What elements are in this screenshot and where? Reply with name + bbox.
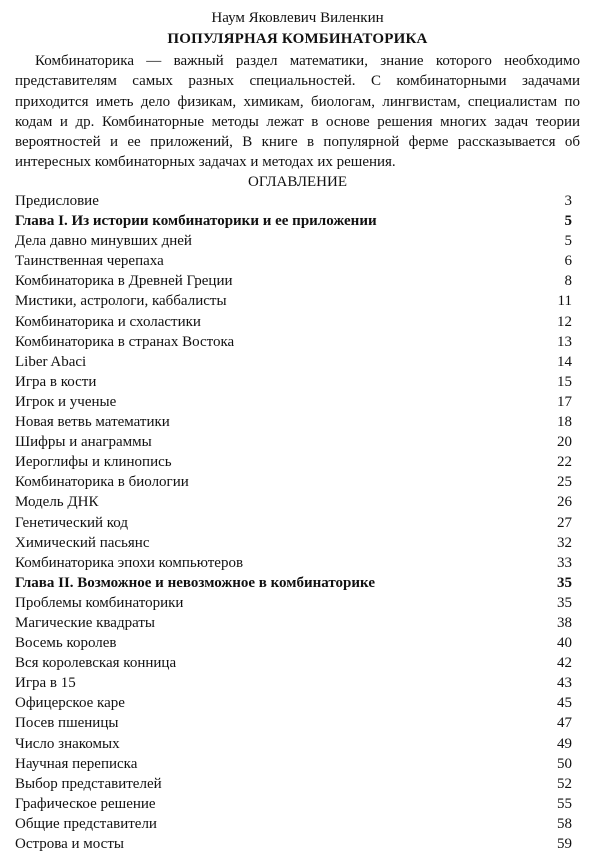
toc-entry-row [15, 693, 572, 713]
toc-entry-title: Графическое решение [15, 795, 156, 812]
toc-page-number: 17 [557, 393, 572, 410]
toc-page-number: 35 [557, 574, 572, 591]
toc-entry-row [15, 713, 572, 733]
toc-page-number: 45 [557, 695, 572, 712]
toc-entry-title: Новая ветвь математики [15, 414, 170, 431]
toc-page-number: 5 [564, 233, 572, 250]
toc-page-number: 6 [564, 253, 572, 270]
toc-entry-title: Игра в кости [15, 373, 97, 390]
toc-entry-title: Научная переписка [15, 755, 138, 772]
toc-entry-title: Комбинаторика эпохи компьютеров [15, 554, 244, 571]
toc-entry-title: Предисловие [15, 193, 99, 209]
toc-page-number: 22 [557, 454, 572, 471]
toc-entry-title: Комбинаторика в Древней Греции [15, 273, 233, 290]
toc-page-number: 11 [557, 293, 572, 310]
toc-entry-title: Игра в 15 [15, 675, 76, 692]
toc-entry-row [15, 834, 572, 854]
toc-entry-row [15, 291, 572, 311]
toc-entry-title: Комбинаторика в странах Востока [15, 333, 235, 350]
toc-entry-row [15, 794, 572, 814]
toc-entry-title: Посев пшеницы [15, 715, 119, 732]
toc-entry-title: Комбинаторика и схоластики [15, 313, 201, 330]
toc-page-number: 43 [557, 675, 572, 692]
toc-page-number: 14 [557, 353, 572, 370]
toc-entry-row [15, 673, 572, 693]
toc-entry-title: Выбор представителей [15, 775, 162, 792]
toc-page-number: 13 [557, 333, 572, 350]
toc-entry-row [15, 372, 572, 392]
toc-page-number: 25 [557, 474, 572, 491]
abstract-paragraph: Комбинаторика — важный раздел математики, знание которого необходимо представителям самых разных специальностей. С комбинаторными задачами приходится иметь дело физикам, химикам, биологам, лингвистам, специалистам по кодам и др. Комбинаторные методы лежат в основе решения многих задач теории вероятностей и ее приложений, В книге в популярной ферме рассказывается об интересных комбинаторных задачах и методах их решения. [15, 53, 580, 171]
toc-entry-row [15, 452, 572, 472]
toc-entry-row [15, 754, 572, 774]
toc-chapter-row [15, 573, 572, 593]
toc-entry-row [15, 231, 572, 251]
toc-page-number: 58 [557, 815, 572, 832]
toc-entry-title: Острова и мосты [15, 836, 124, 852]
toc-entry-row [15, 392, 572, 412]
toc-entry-row [15, 191, 572, 211]
toc-entry-title: Дела давно минувших дней [15, 233, 192, 250]
toc-page-number: 40 [557, 635, 572, 652]
toc-entry-title: Проблемы комбинаторики [15, 594, 184, 611]
toc-page-number: 32 [557, 534, 572, 551]
toc-page-number: 3 [564, 193, 572, 209]
toc-entry-title: Число знакомых [15, 735, 120, 752]
toc-entry-row [15, 251, 572, 271]
toc-entry-row [15, 774, 572, 794]
toc-page-number: 52 [557, 775, 572, 792]
toc-entry-title: Модель ДНК [15, 494, 99, 511]
toc-entry-title: Комбинаторика в биологии [15, 474, 189, 491]
toc-page-number: 49 [557, 735, 572, 752]
toc-entry-title: Общие представители [15, 815, 157, 832]
toc-entry-row [15, 412, 572, 432]
toc-entry-row [15, 492, 572, 512]
toc-heading: ОГЛАВЛЕНИЕ [248, 174, 347, 190]
toc-entry-title: Мистики, астрологи, каббалисты [15, 293, 227, 310]
toc-entry-row [15, 533, 572, 553]
toc-entry-row [15, 472, 572, 492]
toc-entry-row [15, 653, 572, 673]
toc-entry-title: Вся королевская конница [15, 655, 177, 672]
toc-page-number: 35 [557, 594, 572, 611]
toc-page-number: 55 [557, 795, 572, 812]
toc-page-number: 59 [557, 836, 572, 852]
toc-entry-title: Генетический код [15, 514, 129, 531]
toc-entry-title: Таинственная черепаха [15, 253, 164, 270]
toc-entry-title: Liber Abaci [15, 353, 87, 370]
toc-entry-row [15, 312, 572, 332]
toc-entry-title: Офицерское каре [15, 695, 125, 712]
toc-page-number: 38 [557, 614, 572, 631]
toc-page-number: 8 [564, 273, 572, 290]
toc-page-number: 26 [557, 494, 572, 511]
toc-page-number: 20 [557, 434, 572, 451]
toc-entry-title: Шифры и анаграммы [15, 434, 152, 451]
toc-page-number: 33 [557, 554, 572, 571]
author-name: Наум Яковлевич Виленкин [211, 10, 384, 26]
toc-page-number: 50 [557, 755, 572, 772]
table-of-contents [15, 191, 572, 854]
toc-page-number: 47 [557, 715, 572, 732]
toc-entry-row [15, 593, 572, 613]
toc-entry-row [15, 734, 572, 754]
toc-chapter-title: Глава I. Из истории комбинаторики и ее приложении [15, 213, 377, 230]
toc-page-number: 27 [557, 514, 572, 531]
toc-entry-title: Химический пасьянс [15, 534, 150, 551]
toc-entry-row [15, 814, 572, 834]
toc-entry-row [15, 271, 572, 291]
book-title: ПОПУЛЯРНАЯ КОМБИНАТОРИКА [167, 31, 428, 47]
toc-entry-title: Игрок и ученые [15, 393, 117, 410]
toc-entry-title: Магические квадраты [15, 614, 155, 631]
toc-page-number: 18 [557, 414, 572, 431]
toc-chapter-title: Глава II. Возможное и невозможное в комбинаторике [15, 574, 375, 591]
toc-entry-title: Восемь королев [15, 635, 117, 652]
toc-page-number: 5 [564, 213, 572, 230]
toc-page-number: 15 [557, 373, 572, 390]
toc-page-number: 42 [557, 655, 572, 672]
toc-entry-row [15, 513, 572, 533]
toc-entry-row [15, 332, 572, 352]
toc-entry-row [15, 553, 572, 573]
toc-entry-row [15, 633, 572, 653]
toc-chapter-row [15, 211, 572, 231]
toc-entry-row [15, 352, 572, 372]
toc-entry-title: Иероглифы и клинопись [15, 454, 172, 471]
toc-entry-row [15, 613, 572, 633]
toc-page-number: 12 [557, 313, 572, 330]
toc-entry-row [15, 432, 572, 452]
